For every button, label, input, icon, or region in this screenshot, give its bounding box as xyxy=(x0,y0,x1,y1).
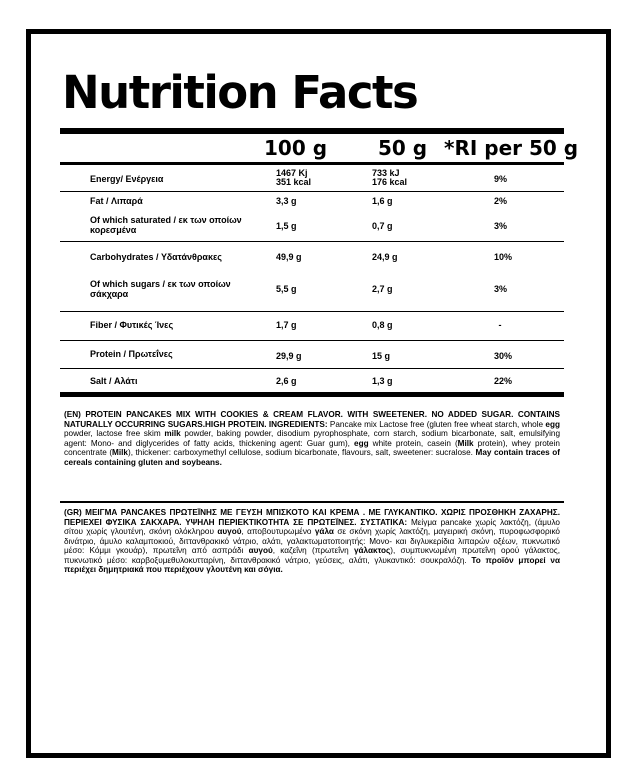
column-header-ri: *RI per 50 g xyxy=(444,136,579,160)
language-divider xyxy=(60,501,564,503)
column-header-rule xyxy=(60,162,564,165)
ingredients-en-text: white protein, casein ( xyxy=(368,438,458,448)
ingredients-en-text: powder, baking powder, disodium pyrophosphate, corn starch, sodium bicarbonate, salt, emulsifying agent: Mono- and diglycerides of fatty acids, thickening agent: Guar gum), xyxy=(64,429,560,448)
nutrition-row-fiber xyxy=(60,313,564,337)
value-100g: 3,3 g xyxy=(276,196,297,206)
row-label: Salt / Αλάτι xyxy=(90,376,138,386)
allergen-egg: αυγού xyxy=(217,527,242,536)
value-ri: 9% xyxy=(494,174,508,184)
value-ri: - xyxy=(498,320,502,330)
value-ri: 30% xyxy=(494,351,513,361)
value-100g: 2,6 g xyxy=(276,376,297,386)
column-header-100g: 100 g xyxy=(264,136,328,160)
row-divider xyxy=(60,340,564,341)
row-divider xyxy=(60,241,564,242)
value-100g-kj: 1467 Kj xyxy=(276,168,308,178)
ingredients-gr-text: , καζεΐνη (πρωτεΐνη xyxy=(272,546,354,555)
value-ri: 3% xyxy=(494,221,508,231)
ingredients-en xyxy=(64,410,560,467)
value-50g: 0,8 g xyxy=(372,320,393,330)
nutrition-facts-title: Nutrition Facts xyxy=(62,66,418,119)
value-ri: 22% xyxy=(494,376,513,386)
ingredients-en-text: powder, lactose free skim xyxy=(64,429,165,438)
allergen-statement-en: May contain traces of cereals containing gluten and soybeans. xyxy=(64,448,560,467)
ingredients-gr-text: Μείγμα pancake χωρίς λακτόζη, (άμυλο σίτου χωρίς γλουτένη, σκόνη ολόκληρου xyxy=(64,517,560,536)
value-50g: 0,7 g xyxy=(372,221,393,231)
value-50g: 15 g xyxy=(372,351,391,361)
allergen-egg: egg xyxy=(354,438,369,448)
allergen-statement-gr: Το προϊόν μπορεί να περιέχει δημητριακά που περιέχουν γλουτένη και σόγια. xyxy=(64,555,560,574)
row-divider xyxy=(60,311,564,312)
ingredients-gr xyxy=(64,508,560,575)
row-label: Of which saturated / εκ των οποίων κορεσμένα xyxy=(90,215,242,235)
header-rule xyxy=(60,128,564,134)
value-50g: 2,7 g xyxy=(372,284,393,294)
allergen-milk: milk xyxy=(164,429,181,438)
value-100g: 1,7 g xyxy=(276,320,297,330)
table-bottom-rule xyxy=(60,392,564,397)
value-100g: 1,5 g xyxy=(276,221,297,231)
allergen-milk: Milk xyxy=(457,438,474,448)
value-ri: 2% xyxy=(494,196,508,206)
value-100g: 29,9 g xyxy=(276,351,302,361)
ingredients-gr-text: ), συμπυκνωμένη πρωτεΐνη ορού γάλακτος, πυκνωτικό μέσο: καρβοξυμεθυλοκυτταρίνη, διττανθρακικό νάτριο, γεύσεις, αλάτι, γλυκαντικό: σουκραλόζη. xyxy=(64,546,560,565)
row-label: Fiber / Φυτικές Ίνες xyxy=(90,320,174,330)
allergen-milk: γάλακτος xyxy=(353,546,391,555)
value-50g: 1,3 g xyxy=(372,376,393,386)
value-50g: 1,6 g xyxy=(372,196,393,206)
nutrition-row-energy xyxy=(60,166,564,192)
nutrition-row-sugars xyxy=(60,275,564,305)
value-ri: 10% xyxy=(494,252,513,262)
value-50g-kcal: 176 kcal xyxy=(372,177,408,187)
ingredients-en-text: protein), whey protein concentrate ( xyxy=(64,438,560,457)
value-100g-kcal: 351 kcal xyxy=(276,177,312,187)
ingredients-en-heading: (EN) PROTEIN PANCAKES MIX WITH COOKIES & CREAM FLAVOR. WITH SWEETENER. NO ADDED SUGAR. CONTAINS NATURALLY OCCURRING SUGARS.HIGH PROTEIN. INGREDIENTS: xyxy=(64,410,560,429)
ingredients-en-text: Pancake mix Lactose free (gluten free wheat starch, whole xyxy=(327,419,546,429)
value-100g: 49,9 g xyxy=(276,252,302,262)
row-label: Protein / Πρωτεΐνες xyxy=(90,349,173,359)
nutrition-row-saturated xyxy=(60,212,564,238)
value-100g: 5,5 g xyxy=(276,284,297,294)
ingredients-gr-heading: (GR) ΜΕΙΓΜΑ PANCAKES ΠΡΩΤΕΪΝΗΣ ΜΕ ΓΕΥΣΗ ΜΠΙΣΚΟΤΟ ΚΑΙ ΚΡΕΜΑ . ΜΕ ΓΛΥΚΑΝΤΙΚΟ. ΧΩΡΙΣ ΠΡΟΣΘΗΚΗ ΖΑΧΑΡΗΣ. ΠΕΡΙΕΧΕΙ ΦΥΣΙΚΑ ΣΑΚΧΑΡΑ. ΥΨΗΛΗ ΠΕΡΙΕΚΤΙΚΟΤΗΤΑ ΣΕ ΠΡΩΤΕΪΝΕΣ. ΣΥΣΤΑΤΙΚΑ: xyxy=(64,508,560,527)
ingredients-en-text: ), thickener: carboxymethyl cellulose, sodium bicarbonate, flavours, salt, sweetener: sucralose. xyxy=(127,448,476,457)
ingredients-gr-text: , αποβουτυρωμένο xyxy=(241,527,315,536)
allergen-milk: Milk xyxy=(112,448,128,457)
row-divider xyxy=(60,368,564,369)
allergen-egg: αυγού xyxy=(248,546,273,555)
row-label: Energy/ Ενέργεια xyxy=(90,174,164,184)
row-label: Carbohydrates / Υδατάνθρακες xyxy=(90,252,222,262)
nutrition-row-protein xyxy=(60,344,564,364)
value-50g: 24,9 g xyxy=(372,252,398,262)
value-50g-kj: 733 kJ xyxy=(372,168,400,178)
ingredients-gr-text: σε σκόνη χωρίς λακτόζη, μαγειρική σκόνη, πυροφωσφορικό δινάτριο, άμυλο καλαμποκιού, διττανθρακικό νάτριο, αλάτι, γαλακτωματοποιητής: Μονο- και διγλυκερίδια λιπαρών οξέων, πυκνωτικό μέσο: Κόμμι γκουάρ), πρωτεΐνη από ασπράδι xyxy=(64,527,560,555)
allergen-egg: egg xyxy=(545,419,560,429)
nutrition-row-fat xyxy=(60,192,564,210)
value-ri: 3% xyxy=(494,284,508,294)
row-label: Of which sugars / εκ των οποίων σάκχαρα xyxy=(90,279,231,299)
nutrition-row-salt xyxy=(60,370,564,390)
allergen-milk: γάλα xyxy=(314,527,334,536)
column-header-50g: 50 g xyxy=(378,136,428,160)
row-label: Fat / Λιπαρά xyxy=(90,196,143,206)
nutrition-row-carbohydrates xyxy=(60,246,564,266)
